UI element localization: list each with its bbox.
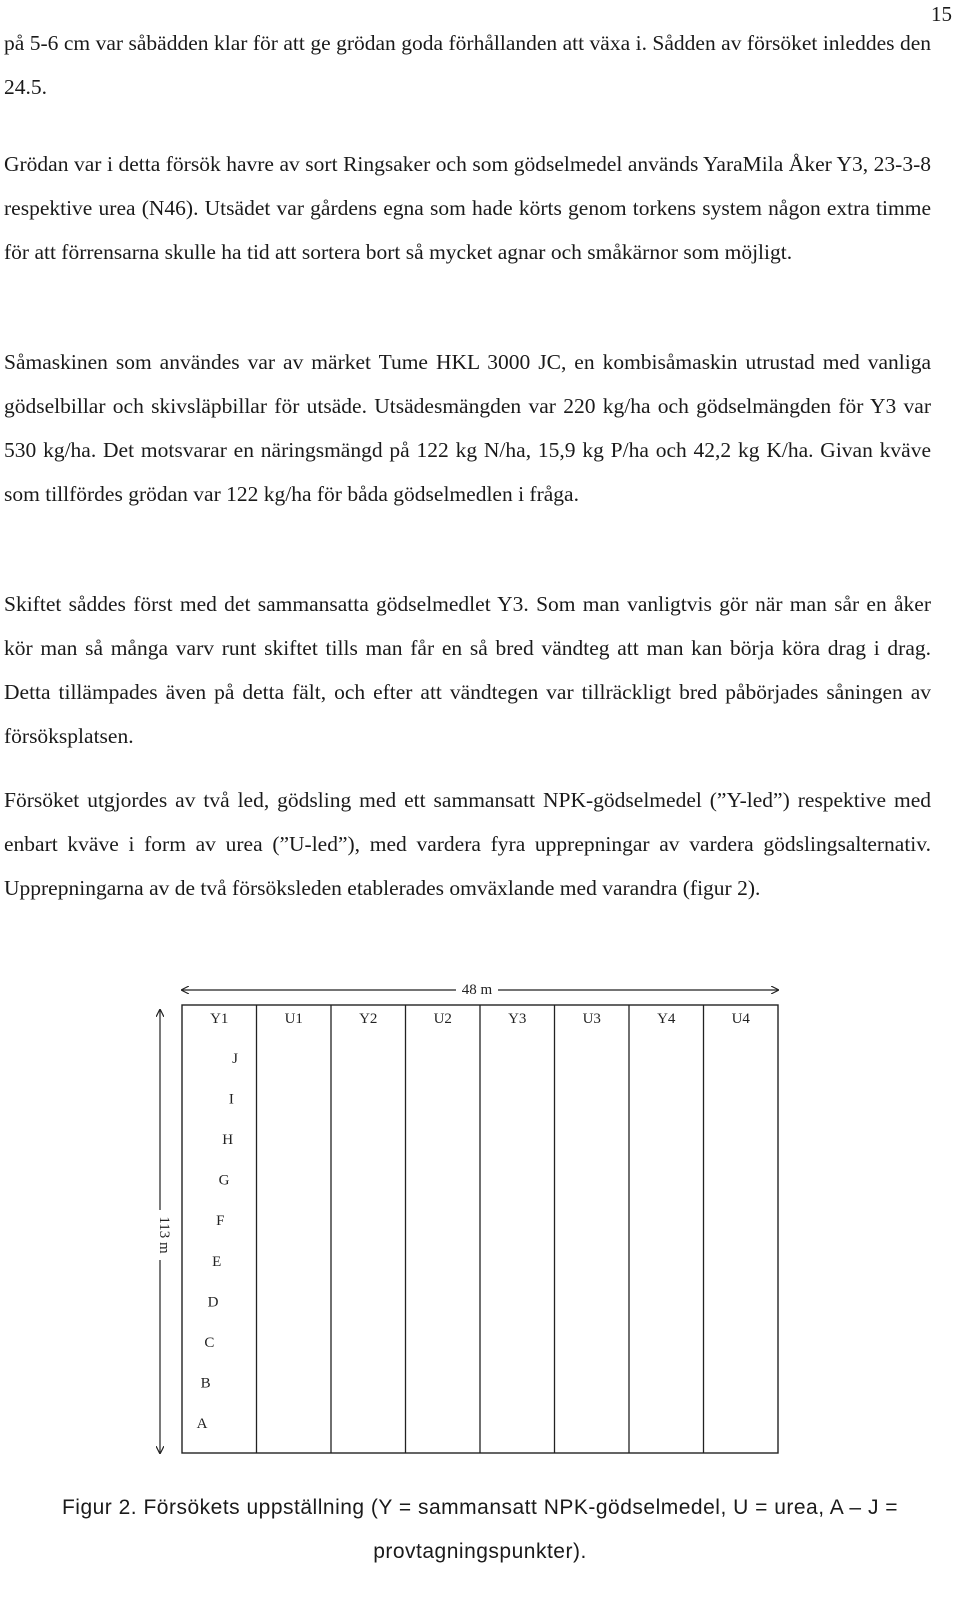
sampling-point-h: H bbox=[222, 1132, 234, 1149]
height-label: 113 m bbox=[156, 1216, 172, 1254]
sampling-point-a: A bbox=[196, 1416, 208, 1432]
paragraph-5: Försöket utgjordes av två led, gödsling med ett sammansatt NPK-gödselmedel (”Y-led”) respektive med enbart kväve i form av urea (”U-led”), med vardera fyra upprepningar av vardera gödslingsalternativ. Upprepningarna av de två försöksleden etablerades omväxlande med varandra (figur 2). bbox=[4, 788, 931, 900]
caption-line-1: Figur 2. Försökets uppställning (Y = sammansatt NPK-gödselmedel, U = urea, A – J = bbox=[61, 1496, 899, 1519]
trial-layout-figure bbox=[150, 975, 790, 1490]
sampling-point-e: E bbox=[212, 1253, 222, 1270]
plot-label-u4: U4 bbox=[731, 1011, 750, 1027]
plot-label-y1: Y1 bbox=[210, 1011, 229, 1027]
sampling-point-d: D bbox=[207, 1294, 219, 1311]
plot-label-u1: U1 bbox=[284, 1011, 303, 1027]
figure-caption bbox=[0, 1486, 960, 1574]
width-label: 48 m bbox=[461, 982, 493, 998]
sampling-point-b: B bbox=[200, 1375, 211, 1392]
paragraph-2: Grödan var i detta försök havre av sort Ringsaker och som gödselmedel används YaraMila Åker Y3, 23-3-8 respektive urea (N46). Utsädet var gårdens egna som hade körts genom torkens system någon extra timme för att förrensarna skulle ha tid att sortera bort så mycket agnar och småkärnor som möjligt. bbox=[4, 152, 931, 264]
caption-line-2: provtagningspunkter). bbox=[373, 1540, 587, 1563]
sampling-point-f: F bbox=[216, 1213, 225, 1230]
sampling-point-g: G bbox=[218, 1172, 230, 1189]
sampling-point-c: C bbox=[204, 1334, 215, 1351]
plot-label-y4: Y4 bbox=[657, 1011, 676, 1027]
plot-columns bbox=[207, 1005, 750, 1453]
paragraph-3: Såmaskinen som användes var av märket Tume HKL 3000 JC, en kombisåmaskin utrustad med vanliga gödselbillar och skivsläpbillar för utsäde. Utsädesmängden var 220 kg/ha och gödselmängden för Y3 var 530 kg/ha. Det motsvarar en näringsmängd på 122 kg N/ha, 15,9 kg P/ha och 42,2 kg K/ha. Givan kväve som tillfördes grödan var 122 kg/ha för båda gödselmedlen i fråga. bbox=[4, 350, 931, 506]
sampling-point-i: I bbox=[228, 1091, 234, 1108]
plot-label-y2: Y2 bbox=[359, 1011, 378, 1027]
plot-label-u2: U2 bbox=[433, 1011, 452, 1027]
plot-label-y3: Y3 bbox=[508, 1011, 527, 1027]
page-number: 15 bbox=[931, 2, 952, 26]
trial-layout-diagram bbox=[150, 975, 790, 1490]
paragraph-4: Skiftet såddes först med det sammansatta gödselmedlet Y3. Som man vanligtvis gör när man sår en åker kör man så många varv runt skiftet tills man får en så bred vändteg att man kan börja köra drag i drag. Detta tillämpades även på detta fält, och efter att vändtegen var tillräckligt bred påbörjades såningen av försöksplatsen. bbox=[4, 592, 931, 748]
sampling-points bbox=[197, 1051, 239, 1432]
sampling-point-j: J bbox=[232, 1051, 238, 1067]
paragraph-1: på 5-6 cm var såbädden klar för att ge grödan goda förhållanden att växa i. Sådden av försöket inleddes den 24.5. bbox=[4, 31, 931, 99]
plot-label-u3: U3 bbox=[582, 1011, 601, 1027]
